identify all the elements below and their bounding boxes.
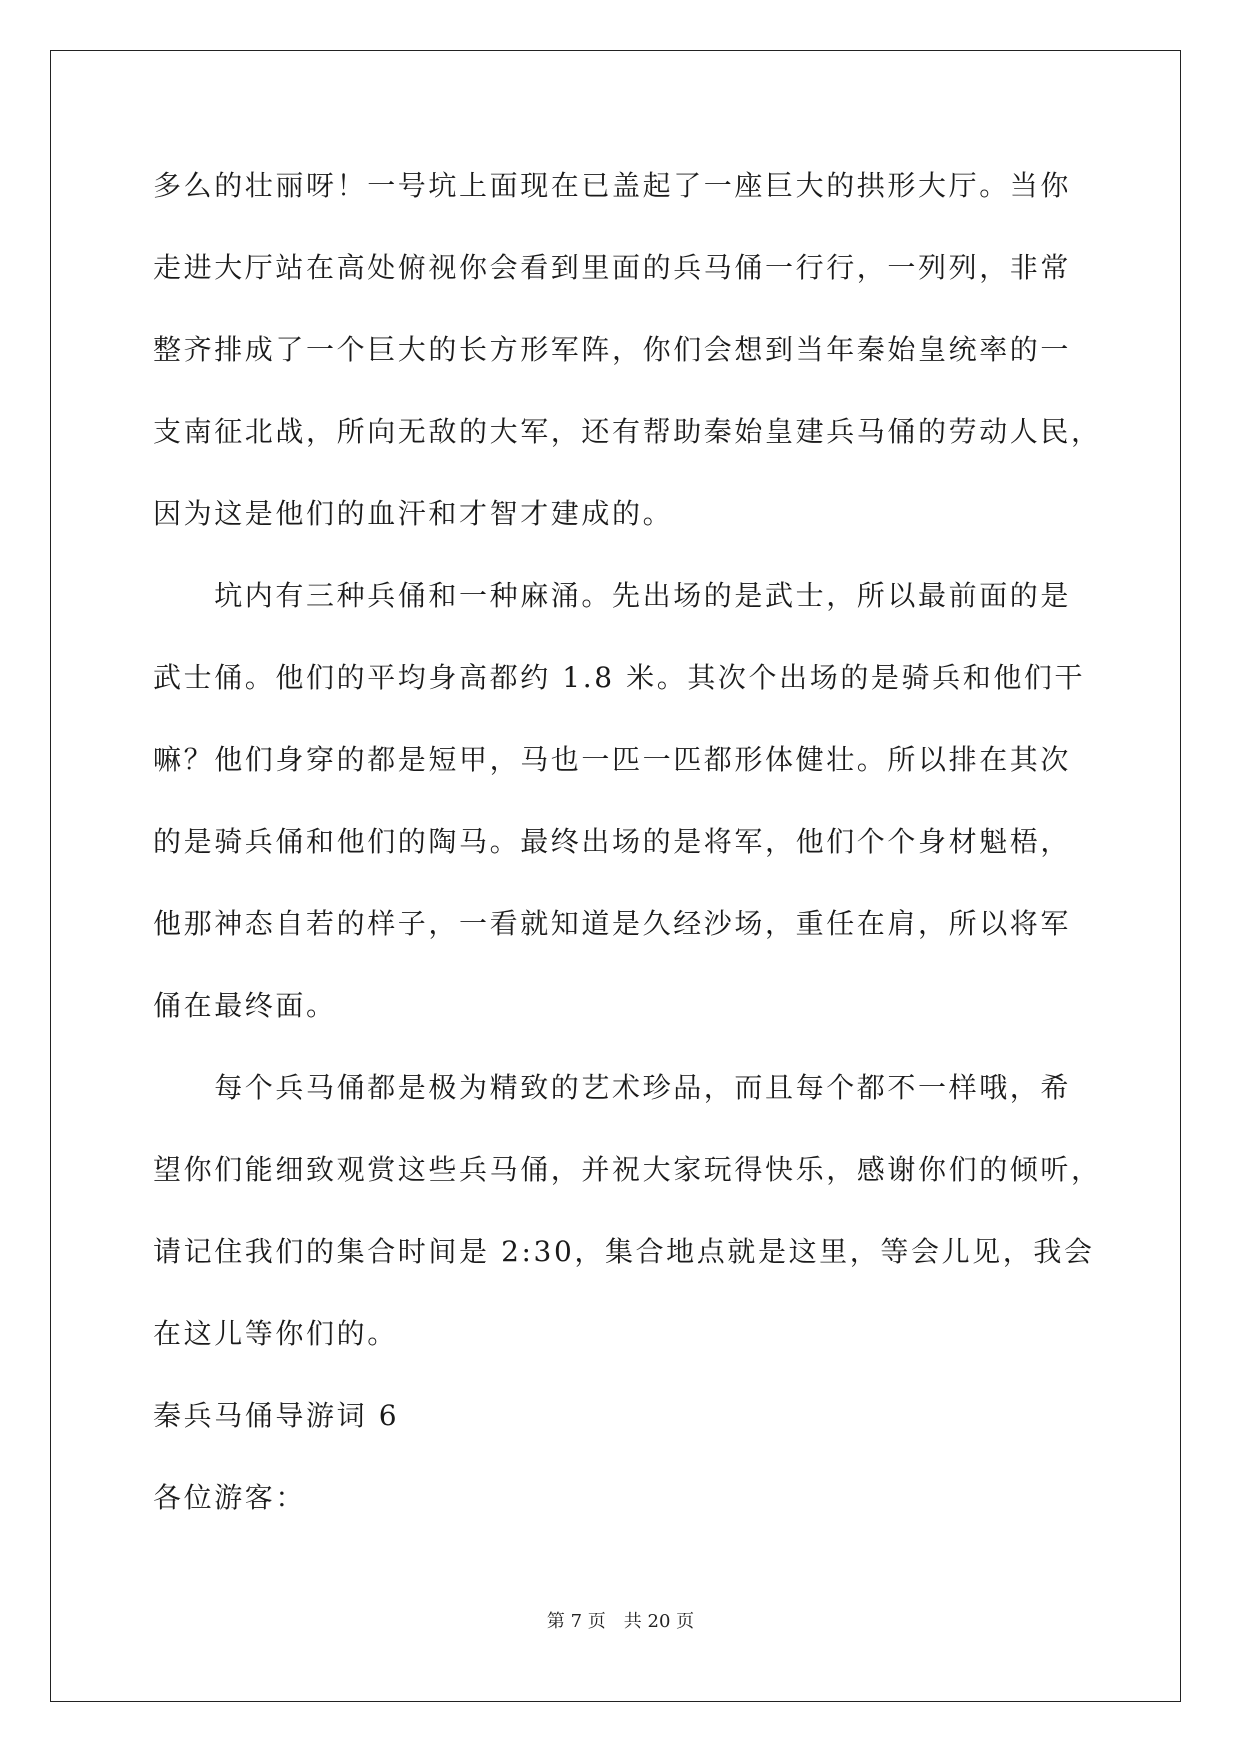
text-line: 支南征北战，所向无敌的大军，还有帮助秦始皇建兵马俑的劳动人民， [153, 415, 1102, 448]
page-number: 第 7 页 共 20 页 [546, 1611, 695, 1632]
text-line: 因为这是他们的血汗和才智才建成的。 [153, 497, 674, 530]
text-line: 请记住我们的集合时间是 2:30，集合地点就是这里，等会儿见，我会 [153, 1235, 1095, 1268]
section-heading: 秦兵马俑导游词 6 [153, 1399, 400, 1432]
text-line: 的是骑兵俑和他们的陶马。最终出场的是将军，他们个个身材魁梧， [153, 825, 1072, 858]
text-line: 俑在最终面。 [153, 989, 337, 1022]
text-line: 多么的壮丽呀！一号坑上面现在已盖起了一座巨大的拱形大厅。当你 [153, 169, 1072, 202]
text-line: 嘛？他们身穿的都是短甲，马也一匹一匹都形体健壮。所以排在其次 [153, 743, 1072, 776]
text-line: 整齐排成了一个巨大的长方形军阵，你们会想到当年秦始皇统率的一 [153, 333, 1072, 366]
text-line: 望你们能细致观赏这些兵马俑，并祝大家玩得快乐，感谢你们的倾听， [153, 1153, 1102, 1186]
document-body [153, 160, 1113, 1554]
text-line: 武士俑。他们的平均身高都约 1.8 米。其次个出场的是骑兵和他们干 [153, 661, 1086, 694]
text-line: 走进大厅站在高处俯视你会看到里面的兵马俑一行行，一列列，非常 [153, 251, 1072, 284]
text-line: 在这儿等你们的。 [153, 1317, 398, 1350]
salutation: 各位游客： [153, 1481, 307, 1514]
text-line: 他那神态自若的样子，一看就知道是久经沙场，重任在肩，所以将军 [153, 907, 1072, 940]
text-line: 每个兵马俑都是极为精致的艺术珍品，而且每个都不一样哦，希 [153, 1071, 1072, 1104]
text-line: 坑内有三种兵俑和一种麻涌。先出场的是武士，所以最前面的是 [153, 579, 1072, 612]
